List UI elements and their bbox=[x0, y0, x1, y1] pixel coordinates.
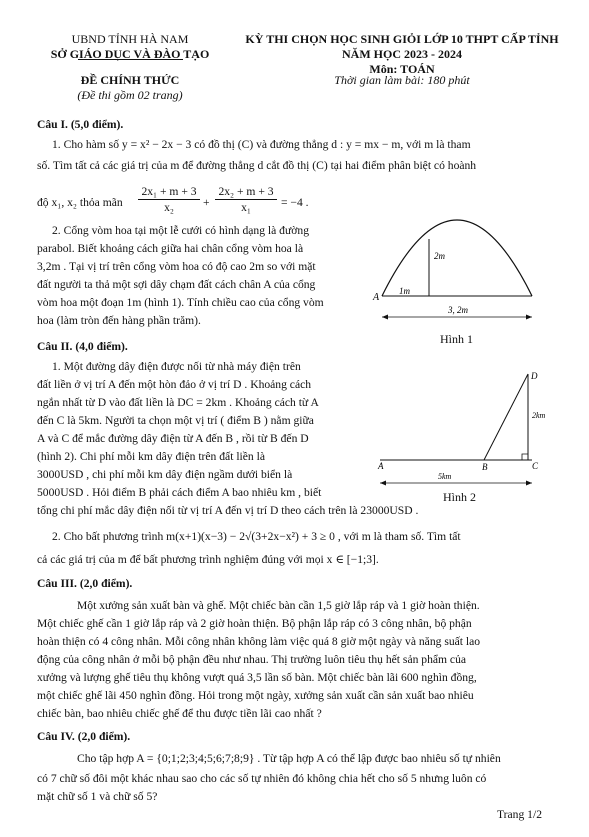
q1-p2-line: vòm hoa một đoạn 1m (hình 1). Tính chiều cao của cổng vòm bbox=[37, 296, 324, 309]
q2-title: Câu II. (4,0 điểm). bbox=[37, 340, 128, 353]
fig2-label-b: B bbox=[482, 462, 488, 472]
q2-p1-line: (hình 2). Chi phí mỗi km dây điện trên đất liền là bbox=[37, 450, 265, 463]
q4-line: mặt chữ số 1 và chữ số 5? bbox=[37, 790, 158, 803]
exam-title: KỲ THI CHỌN HỌC SINH GIỎI LỚP 10 THPT CẤP TỈNH bbox=[245, 32, 559, 46]
header-right bbox=[232, 32, 572, 77]
q2-p2-line2: cả các giá trị của m để bất phương trình nghiệm đúng với mọi x ∈ [−1;3]. bbox=[37, 553, 379, 566]
official-label: ĐỀ CHÍNH THỨC bbox=[80, 73, 180, 87]
fig1-label-a: A bbox=[373, 292, 380, 303]
figure-2-caption: Hình 2 bbox=[443, 490, 476, 504]
figure-2-cable bbox=[372, 366, 562, 491]
q2-p1-line: A và C để mắc đường dây điện từ A đến B , rồi từ B đến D bbox=[37, 432, 309, 445]
q1-p2-line: 2. Cổng vòm hoa tại một lễ cưới có hình dạng là đường bbox=[52, 224, 309, 237]
province-committee: UBND TỈNH HÀ NAM bbox=[71, 32, 189, 46]
fraction-1-denominator: x₂ bbox=[164, 201, 174, 215]
fraction-2 bbox=[215, 184, 277, 216]
subject: Môn: TOÁN bbox=[369, 62, 435, 76]
q2-p2-line1: 2. Cho bất phương trình m(x+1)(x−3) − 2√(3+2x−x²) + 3 ≥ 0 , với m là tham số. Tìm tất bbox=[52, 530, 461, 543]
q4-line: Cho tập hợp A = {0;1;2;3;4;5;6;7;8;9} . Từ tập hợp A có thể lập được bao nhiêu số tự nhiên bbox=[77, 752, 501, 765]
q1-p2-line: parabol. Biết khoảng cách giữa hai chân cổng vòm hoa là bbox=[37, 242, 304, 255]
figure-1-arch bbox=[370, 214, 560, 344]
q1-p2-line: hoa (làm tròn đến hàng phần trăm). bbox=[37, 314, 201, 327]
q3-line: động của công nhân ở mỗi bộ phận đều như nhau. Thị trường luôn tiêu thụ hết sản phẩm của bbox=[37, 653, 467, 666]
fig2-label-a: A bbox=[378, 461, 384, 471]
q2-p1-line: đất liền ở vị trí A đến một hòn đảo ở vị trí D . Khoảng cách bbox=[37, 378, 312, 391]
official-block bbox=[35, 73, 225, 103]
q2-p1-line: ngắn nhất từ D vào đất liền là DC = 2km . Khoảng cách từ A bbox=[37, 396, 319, 409]
fraction-plus: + bbox=[203, 196, 210, 209]
time-allowed: Thời gian làm bài: 180 phút bbox=[334, 73, 470, 87]
q2-p1-line: 5000USD . Hỏi điểm B phải cách điểm A bao nhiêu km , biết bbox=[37, 486, 322, 499]
fig1-label-width: 3, 2m bbox=[448, 305, 468, 315]
q2-p1-line: 3000USD , chi phí mỗi km dây điện ngầm dưới biển là bbox=[37, 468, 293, 481]
figure-1-caption: Hình 1 bbox=[440, 332, 473, 346]
q3-line: một chiếc ghế lãi 450 nghìn đồng. Hỏi trong một ngày, xưởng sản xuất cần sản xuất bao nhiêu bbox=[37, 689, 474, 702]
fig1-label-2m: 2m bbox=[434, 251, 445, 261]
q3-title: Câu III. (2,0 điểm). bbox=[37, 577, 133, 590]
fig1-label-1m: 1m bbox=[399, 286, 410, 296]
fraction-1 bbox=[138, 184, 200, 216]
header-left-underline bbox=[78, 59, 183, 60]
q1-p1-line1: 1. Cho hàm số y = x² − 2x − 3 có đồ thị (C) và đường thẳng d : y = mx − m, với m là tham bbox=[52, 138, 471, 151]
parabola-arch bbox=[382, 220, 532, 296]
q1-p2-line: đất người ta thả một sợi dây chạm đất cách chân A của cổng bbox=[37, 278, 316, 291]
arrow-right-icon bbox=[526, 481, 532, 486]
q1-title: Câu I. (5,0 điểm). bbox=[37, 118, 124, 131]
arrow-right-icon bbox=[526, 315, 532, 320]
q3-line: xưởng và lượng ghế tiêu thụ không vượt quá 3,5 lần số bàn. Một chiếc bàn lãi 600 nghìn đồng, bbox=[37, 671, 477, 684]
fig2-label-c: C bbox=[532, 461, 539, 471]
department-name: SỞ GIÁO DỤC VÀ ĐÀO TẠO bbox=[50, 47, 210, 61]
right-angle-mark bbox=[522, 454, 528, 460]
fig2-label-d: D bbox=[531, 371, 538, 381]
q1-condition-rhs: = −4 . bbox=[281, 196, 309, 209]
q3-line: Một xưởng sản xuất bàn và ghế. Một chiếc bàn cần 1,5 giờ lắp ráp và 1 giờ hoàn thiện. bbox=[77, 599, 480, 612]
q2-p1-line: đến C là 5km. Người ta chọn một vị trí ( điểm B ) nằm giữa bbox=[37, 414, 314, 427]
school-year: NĂM HỌC 2023 - 2024 bbox=[342, 47, 462, 61]
fraction-1-numerator: 2x₁ + m + 3 bbox=[138, 184, 200, 200]
page-number: Trang 1/2 bbox=[497, 808, 542, 821]
arrow-left-icon bbox=[380, 481, 386, 486]
fraction-2-numerator: 2x₂ + m + 3 bbox=[215, 184, 277, 200]
fig2-label-5km: 5km bbox=[438, 472, 452, 481]
q4-title: Câu IV. (2,0 điểm). bbox=[37, 730, 131, 743]
q1-p1-line2: số. Tìm tất cả các giá trị của m để đường thẳng d cắt đồ thị (C) tại hai điểm phân biệt có hoành bbox=[37, 159, 477, 172]
q2-p1-line: 1. Một đường dây điện được nối từ nhà máy điện trên bbox=[52, 360, 301, 373]
header-left bbox=[35, 32, 225, 62]
fig2-label-2km: 2km bbox=[532, 411, 546, 420]
q3-line: Một chiếc ghế cần 1 giờ lắp ráp và 2 giờ hoàn thiện. Bộ phận lắp ráp có 3 công nhân, bộ phận bbox=[37, 617, 472, 630]
fraction-2-denominator: x₁ bbox=[241, 201, 251, 215]
q1-p2-line: 3,2m . Tại vị trí trên cổng vòm hoa có độ cao 2m so với mặt bbox=[37, 260, 316, 273]
pages-note: (Đề thi gồm 02 trang) bbox=[77, 88, 183, 102]
q4-line: có 7 chữ số đôi một khác nhau sao cho các số tự nhiên đó không chia hết cho số 5 nhưng luôn có bbox=[37, 772, 487, 785]
arrow-left-icon bbox=[382, 315, 388, 320]
segment-bd bbox=[484, 374, 528, 460]
q1-condition-intro: độ x₁, x₂ thỏa mãn bbox=[37, 196, 123, 209]
q2-p1-line: tổng chi phí mắc dây điện nối từ vị trí A đến vị trí D theo cách trên là 23000USD . bbox=[37, 504, 419, 517]
q3-line: chiếc bàn, bao nhiêu chiếc ghế để thu được tiền lãi cao nhất ? bbox=[37, 707, 322, 720]
q3-line: hoàn thiện có 4 công nhân. Mỗi công nhân không làm việc quá 8 giờ một ngày và năng suất lao bbox=[37, 635, 481, 648]
